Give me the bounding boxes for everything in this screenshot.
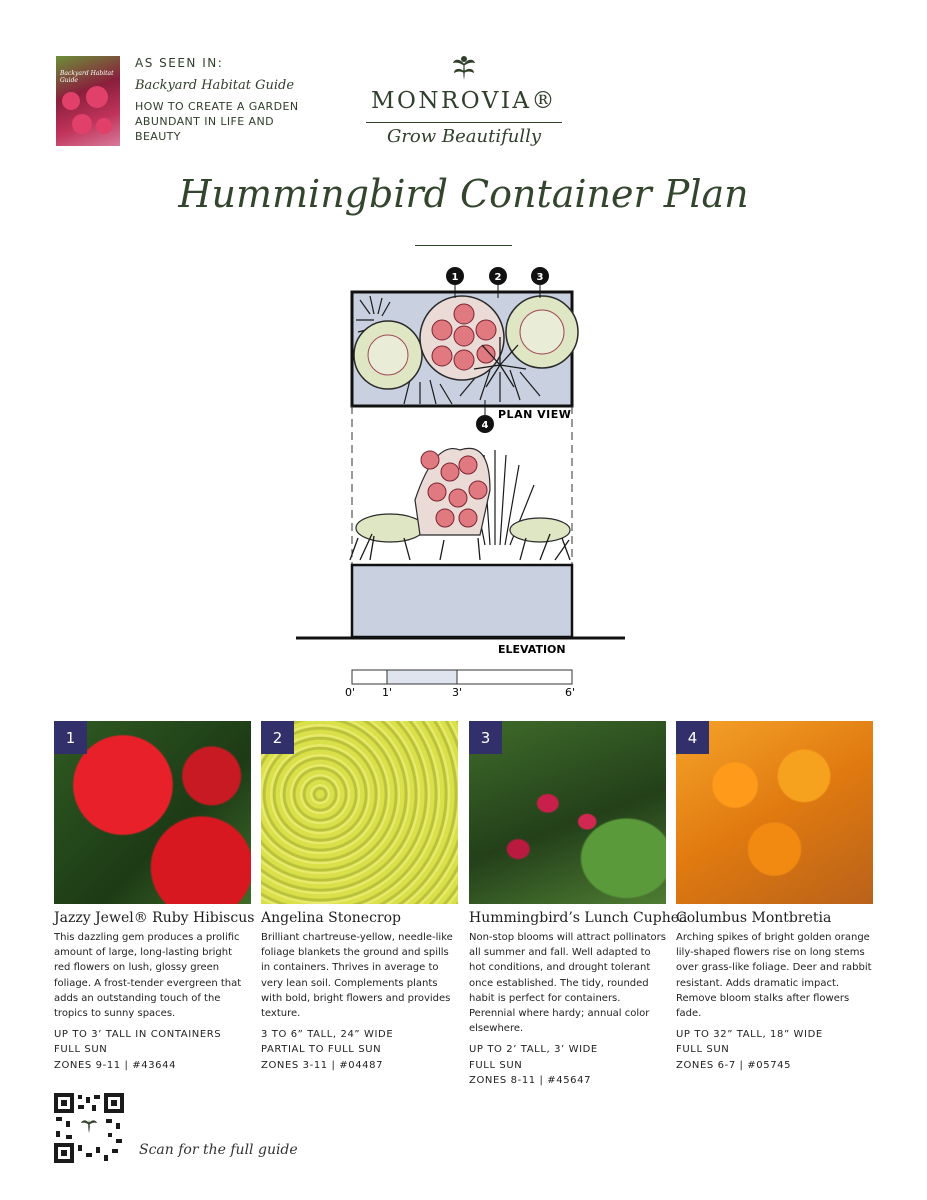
plant-number-badge: 1 xyxy=(54,721,87,754)
cover-title: Backyard Habitat Guide xyxy=(60,70,114,84)
plant-name: Columbus Montbretia xyxy=(676,910,832,926)
marker-3-label: 3 xyxy=(536,272,544,283)
brand-logo-text: MONROVIA® xyxy=(370,88,558,114)
plant-size: UP TO 3’ TALL IN CONTAINERS xyxy=(54,1029,222,1041)
plant-sun: FULL SUN xyxy=(54,1044,108,1056)
scale-tick-6: 6' xyxy=(564,686,576,699)
plant-sun: FULL SUN xyxy=(676,1044,730,1056)
plant-size: UP TO 2’ TALL, 3’ WIDE xyxy=(469,1044,598,1056)
scale-tick-1: 1' xyxy=(381,686,393,699)
plan-hibiscus xyxy=(420,296,504,380)
plant-zones: ZONES 9-11 | #43644 xyxy=(54,1059,177,1071)
marker-1-label: 1 xyxy=(451,272,459,283)
plant-description: Non-stop blooms will attract pollinators all summer and fall. Well adapted to hot conditions, and drought tolerant once established. The tidy, rounded habit is perfect for containers. Perennial where hardy; annual color elsewhere. xyxy=(469,932,666,1035)
scale-tick-3: 3' xyxy=(451,686,463,699)
monrovia-leaf-icon xyxy=(450,54,478,82)
plant-card-1 xyxy=(54,721,255,1073)
guide-subtitle: HOW TO CREATE A GARDEN ABUNDANT IN LIFE AND BEAUTY xyxy=(135,100,299,143)
as-seen-in-label: AS SEEN IN: xyxy=(135,56,224,70)
elevation-plants xyxy=(350,448,570,560)
diagram-illustration xyxy=(290,260,635,705)
plant-sun: FULL SUN xyxy=(469,1059,523,1071)
plant-card-2 xyxy=(261,721,458,1073)
plant-zones: ZONES 3-11 | #04487 xyxy=(261,1059,384,1071)
plan-view-label: PLAN VIEW xyxy=(498,408,572,421)
plant-specs xyxy=(469,1042,666,1088)
marker-2-label: 2 xyxy=(494,272,502,283)
plant-name: Jazzy Jewel® Ruby Hibiscus xyxy=(54,910,255,926)
plant-zones: ZONES 8-11 | #45647 xyxy=(469,1074,592,1086)
brand-divider xyxy=(366,122,562,123)
plant-sun: PARTIAL TO FULL SUN xyxy=(261,1044,382,1056)
plant-specs xyxy=(54,1027,251,1073)
plant-specs xyxy=(261,1027,458,1073)
plant-zones: ZONES 6-7 | #05745 xyxy=(676,1059,792,1071)
plant-description: Arching spikes of bright golden orange lily-shaped flowers rise on long stems over grass-like foliage. Deer and rabbit resistant. Adds dramatic impact. Remove bloom stalks after flowers fade. xyxy=(676,932,872,1020)
elevation-container xyxy=(352,565,572,637)
plant-photo-stonecrop xyxy=(261,721,458,904)
plant-specs xyxy=(676,1027,873,1073)
plant-photo-hibiscus xyxy=(54,721,251,904)
plant-size: 3 TO 6” TALL, 24” WIDE xyxy=(261,1029,394,1041)
plant-photo-montbretia xyxy=(676,721,873,904)
plant-description: Brilliant chartreuse-yellow, needle-like foliage blankets the ground and spills in containers. Thrives in average to very lean soil. Complements plants with bold, bright flowers and provides texture. xyxy=(261,932,453,1020)
brand-tagline: Grow Beautifully xyxy=(386,126,542,147)
plant-card-3 xyxy=(469,721,688,1088)
guide-title: Backyard Habitat Guide xyxy=(135,78,295,93)
plant-name: Angelina Stonecrop xyxy=(261,910,402,926)
qr-code[interactable] xyxy=(54,1093,124,1163)
plant-card-4 xyxy=(676,721,873,1073)
scale-bar xyxy=(345,670,575,699)
plan-rosette-right xyxy=(506,296,578,368)
plan-rosette-left xyxy=(354,321,422,389)
scale-tick-0: 0' xyxy=(344,686,356,699)
planting-diagram xyxy=(290,260,635,705)
plant-name: Hummingbird’s Lunch Cuphea xyxy=(469,910,688,926)
elevation-label: ELEVATION xyxy=(498,643,566,656)
guide-cover-image xyxy=(56,56,120,146)
page-title: Hummingbird Container Plan xyxy=(178,172,749,216)
plant-number-badge: 2 xyxy=(261,721,294,754)
plant-number-badge: 4 xyxy=(676,721,709,754)
plant-description: This dazzling gem produces a prolific amount of large, long-lasting bright red flowers on lush, glossy green foliage. A frost-tender evergreen that adds an outstanding touch of the tropics to sunny spaces. xyxy=(54,932,242,1020)
title-divider xyxy=(415,245,512,246)
marker-4-label: 4 xyxy=(481,420,489,431)
scan-caption: Scan for the full guide xyxy=(139,1142,298,1158)
plant-number-badge: 3 xyxy=(469,721,502,754)
plant-photo-cuphea xyxy=(469,721,666,904)
plant-size: UP TO 32” TALL, 18” WIDE xyxy=(676,1029,823,1041)
